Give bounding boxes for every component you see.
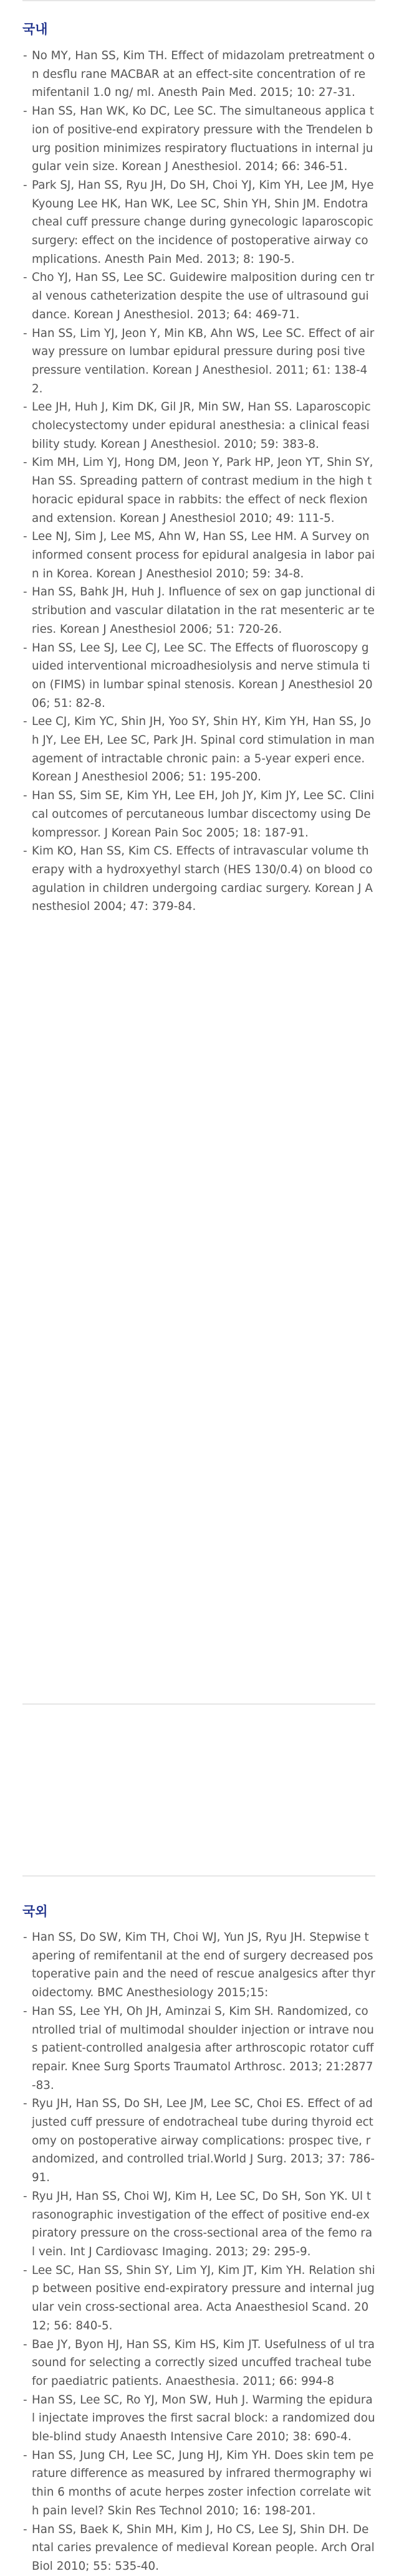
- domestic-ref-12: - Han SS, Sim SE, Kim YH, Lee EH, Joh JY, Kim JY, Lee SC. Clinical outcomes of percutaneous lumbar discectomy using Dekompressor. J Korean Pain Soc 2005; 18: 187-91.: [22, 787, 375, 842]
- international-ref-6: - Bae JY, Byon HJ, Han SS, Kim HS, Kim JT. Usefulness of ul trasound for selecting a correctly sized uncuffed tracheal tube for paediatric patients. Anaesthesia. 2011; 66: 994-8: [22, 2336, 375, 2391]
- international-list: [22, 1928, 375, 2576]
- international-ref-5: - Lee SC, Han SS, Shin SY, Lim YJ, Kim JT, Kim YH. Relation ship between positive end-expiratory pressure and internal jugular vein cross-sectional area. Acta Anaesthesiol Scand. 2012; 56: 840-5.: [22, 2261, 375, 2336]
- domestic-ref-7: - Kim MH, Lim YJ, Hong DM, Jeon Y, Park HP, Jeon YT, Shin SY, Han SS. Spreading pattern of contrast medium in the high thoracic epidural space in rabbits: the effect of neck flexion and extension. Korean J Anesthesiol 2010; 49: 111-5.: [22, 453, 375, 528]
- domestic-ref-8: - Lee NJ, Sim J, Lee MS, Ahn W, Han SS, Lee HM. A Survey on informed consent process for epidural analgesia in labor pain in Korea. Korean J Anesthesiol 2010; 59: 34-8.: [22, 528, 375, 583]
- domestic-ref-4: - Cho YJ, Han SS, Lee SC. Guidewire malposition during cen tral venous catheterization despite the use of ultrasound guidance. Korean J Anesthesiol. 2013; 64: 469-71.: [22, 268, 375, 324]
- domestic-ref-13: - Kim KO, Han SS, Kim CS. Effects of intravascular volume therapy with a hydroxyethyl starch (HES 130/0.4) on blood coagulation in children undergoing cardiac surgery. Korean J Anesthesiol 2004; 47: 379-84.: [22, 842, 375, 916]
- domestic-title: 국내: [22, 22, 48, 37]
- domestic-ref-11: - Lee CJ, Kim YC, Shin JH, Yoo SY, Shin HY, Kim YH, Han SS, Joh JY, Lee EH, Lee SC, Park JH. Spinal cord stimulation in management of intractable chronic pain: a 5-year experi ence. Korean J Anesthesiol 2006; 51: 195-200.: [22, 713, 375, 787]
- international-ref-3: - Ryu JH, Han SS, Do SH, Lee JM, Lee SC, Choi ES. Effect of adjusted cuff pressure of endotracheal tube during thyroid ectomy on postoperative airway complications: prospec tive, randomized, and controlled trial.World J Surg. 2013; 37: 786-91.: [22, 2095, 375, 2187]
- domestic-list: [22, 47, 375, 916]
- international-ref-2: - Han SS, Lee YH, Oh JH, Aminzai S, Kim SH. Randomized, controlled trial of multimodal shoulder injection or intrave nous patient-controlled analgesia after arthroscopic rotator cuff repair. Knee Surg Sports Traumatol Arthrosc. 2013; 21:2877-83.: [22, 2002, 375, 2095]
- domestic-ref-6: - Lee JH, Huh J, Kim DK, Gil JR, Min SW, Han SS. Laparoscopic cholecystectomy under epidural anesthesia: a clinical feasi bility study. Korean J Anesthesiol. 2010; 59: 383-8.: [22, 398, 375, 453]
- bottom-divider: [22, 1703, 375, 1705]
- international-title: 국외: [22, 1904, 48, 1920]
- domestic-ref-5: - Han SS, Lim YJ, Jeon Y, Min KB, Ahn WS, Lee SC. Effect of airway pressure on lumbar epidural pressure during posi tive pressure ventilation. Korean J Anesthesiol. 2011; 61: 138-42.: [22, 324, 375, 399]
- international-ref-1: - Han SS, Do SW, Kim TH, Choi WJ, Yun JS, Ryu JH. Stepwise tapering of remifentanil at the end of surgery decreased postoperative pain and the need of rescue analgesics after thyroidectomy. BMC Anesthesiology 2015;15:: [22, 1928, 375, 2002]
- international-section: [22, 1875, 375, 2576]
- domestic-section: [22, 0, 375, 916]
- international-ref-8: - Han SS, Jung CH, Lee SC, Jung HJ, Kim YH. Does skin tem perature difference as measured by infrared thermography within 6 months of acute herpes zoster infection correlate with pain level? Skin Res Technol 2010; 16: 198-201.: [22, 2446, 375, 2521]
- domestic-ref-1: - No MY, Han SS, Kim TH. Effect of midazolam pretreatment on desflu rane MACBAR at an effect-site concentration of remifentanil 1.0 ng/ ml. Anesth Pain Med. 2015; 10: 27-31.: [22, 47, 375, 102]
- international-ref-7: - Han SS, Lee SC, Ro YJ, Mon SW, Huh J. Warming the epidural injectate improves the first sacral block: a randomized double-blind study Anaesth Intensive Care 2010; 38: 690-4.: [22, 2391, 375, 2446]
- international-ref-4: - Ryu JH, Han SS, Choi WJ, Kim H, Lee SC, Do SH, Son YK. Ul trasonographic investigation of the effect of positive end-expiratory pressure on the cross-sectional area of the femo ral vein. Int J Cardiovasc Imaging. 2013; 29: 295-9.: [22, 2187, 375, 2261]
- domestic-ref-10: - Han SS, Lee SJ, Lee CJ, Lee SC. The Effects of fluoroscopy guided interventional microadhesiolysis and nerve stimula tion (FIMS) in lumbar spinal stenosis. Korean J Anesthesiol 2006; 51: 82-8.: [22, 639, 375, 713]
- domestic-ref-2: - Han SS, Han WK, Ko DC, Lee SC. The simultaneous applica tion of positive-end expiratory pressure with the Trendelen burg position minimizes respiratory fluctuations in internal jugular vein size. Korean J Anesthesiol. 2014; 66: 346-51.: [22, 102, 375, 176]
- domestic-ref-3: - Park SJ, Han SS, Ryu JH, Do SH, Choi YJ, Kim YH, Lee JM, Hye Kyoung Lee HK, Han WK, Lee SC, Shin YH, Shin JM. Endotra cheal cuff pressure change during gynecologic laparoscopic surgery: effect on the incidence of postoperative airway complications. Anesth Pain Med. 2013; 8: 190-5.: [22, 176, 375, 269]
- international-ref-9: - Han SS, Baek K, Shin MH, Kim J, Ho CS, Lee SJ, Shin DH. Dental caries prevalence of medieval Korean people. Arch Oral Biol 2010; 55: 535-40.: [22, 2521, 375, 2576]
- domestic-ref-9: - Han SS, Bahk JH, Huh J. Influence of sex on gap junctional distribution and vascular dilatation in the rat mesenteric ar teries. Korean J Anesthesiol 2006; 51: 720-26.: [22, 583, 375, 638]
